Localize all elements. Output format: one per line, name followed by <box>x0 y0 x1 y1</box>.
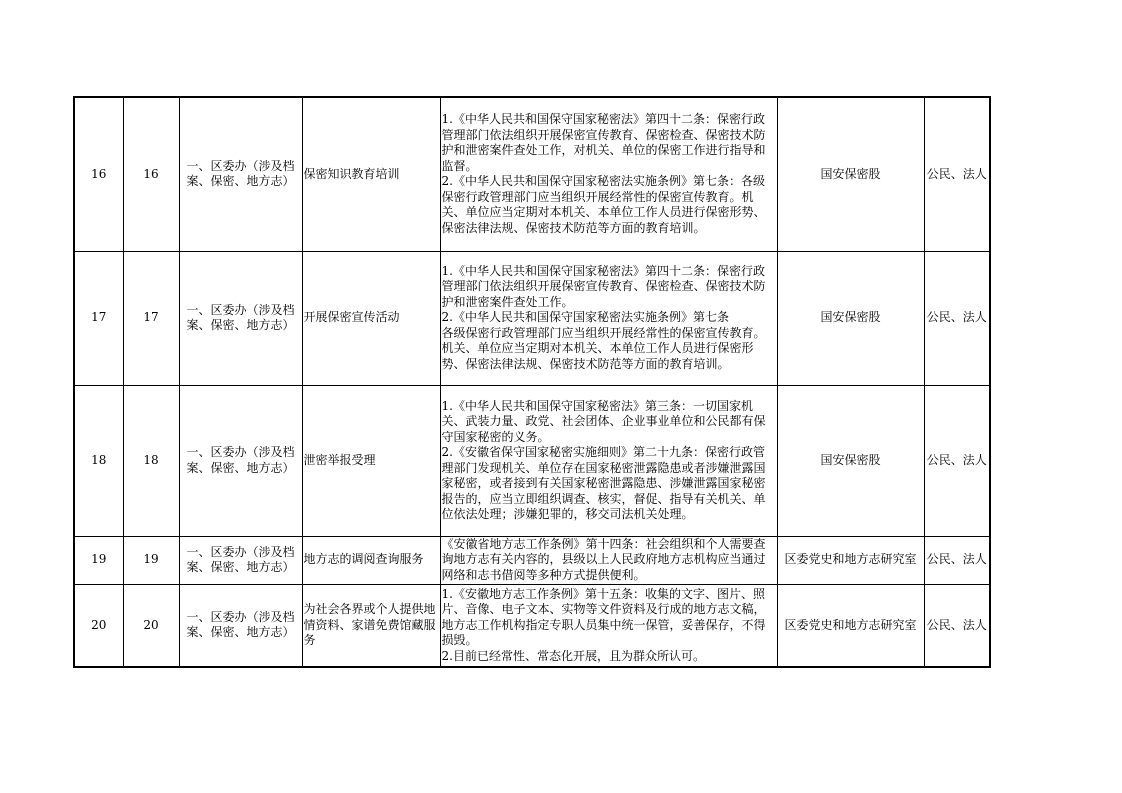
service-list-table <box>73 96 991 668</box>
service-target-cell: 公民、法人 <box>924 385 990 536</box>
legal-basis-paragraph: 1.《中华人民共和国保守国家秘密法》第四十二条：保密行政管理部门依法组织开展保密宣传教育、保密检查、保密技术防护和泄密案件查处工作。 <box>441 263 766 309</box>
service-target-cell: 公民、法人 <box>924 97 990 251</box>
category-cell: 一、区委办（涉及档案、保密、地方志） <box>179 536 302 584</box>
service-target-cell: 公民、法人 <box>924 536 990 584</box>
legal-basis-paragraph: 1.《中华人民共和国保守国家秘密法》第三条：一切国家机关、武装力量、政党、社会团体、企业事业单位和公民都有保守国家秘密的义务。 <box>441 398 766 444</box>
legal-basis-paragraph: 2.《安徽省保守国家秘密实施细则》第二十九条：保密行政管理部门发现机关、单位存在国家秘密泄露隐患或者涉嫌泄露国家秘密，或者接到有关国家秘密泄露隐患、涉嫌泄露国家秘密报告的，应当立即组织调查、核实，督促、指导有关机关、单位依法处理；涉嫌犯罪的，移交司法机关处理。 <box>441 445 766 521</box>
row-number-cell: 16 <box>74 97 123 251</box>
table-row <box>74 97 990 251</box>
legal-basis-cell <box>440 584 777 667</box>
service-name-cell: 保密知识教育培训 <box>302 97 440 251</box>
legal-basis-paragraph: 1.《中华人民共和国保守国家秘密法》第四十二条：保密行政管理部门依法组织开展保密宣传教育、保密检查、保密技术防护和泄密案件查处工作，对机关、单位的保密工作进行指导和监督。 <box>441 112 766 173</box>
row-number-cell: 18 <box>74 385 123 536</box>
category-cell: 一、区委办（涉及档案、保密、地方志） <box>179 97 302 251</box>
department-cell: 国安保密股 <box>777 97 924 251</box>
table-row <box>74 385 990 536</box>
category-cell: 一、区委办（涉及档案、保密、地方志） <box>179 385 302 536</box>
department-cell: 国安保密股 <box>777 385 924 536</box>
legal-basis-paragraph: 2.目前已经常性、常态化开展，且为群众所认可。 <box>441 648 705 663</box>
table-row <box>74 584 990 667</box>
service-name-cell: 地方志的调阅查询服务 <box>302 536 440 584</box>
table-row <box>74 536 990 584</box>
service-name-cell: 泄密举报受理 <box>302 385 440 536</box>
department-cell: 国安保密股 <box>777 251 924 385</box>
row-sequence-cell: 17 <box>123 251 179 385</box>
service-name-cell: 为社会各界或个人提供地情资料、家谱免费馆藏服务 <box>302 584 440 667</box>
legal-basis-cell <box>440 536 777 584</box>
row-number-cell: 19 <box>74 536 123 584</box>
legal-basis-paragraph: 《安徽省地方志工作条例》第十四条：社会组织和个人需要查询地方志有关内容的，县级以上人民政府地方志机构应当通过网络和志书借阅等多种方式提供便利。 <box>441 536 766 582</box>
row-number-cell: 17 <box>74 251 123 385</box>
department-cell: 区委党史和地方志研究室 <box>777 584 924 667</box>
category-cell: 一、区委办（涉及档案、保密、地方志） <box>179 251 302 385</box>
legal-basis-cell <box>440 251 777 385</box>
service-target-cell: 公民、法人 <box>924 251 990 385</box>
table-row <box>74 251 990 385</box>
service-name-cell: 开展保密宣传活动 <box>302 251 440 385</box>
legal-basis-paragraph: 2.《中华人民共和国保守国家秘密法实施条例》第七条：各级保密行政管理部门应当组织开展经常性的保密宣传教育。机关、单位应当定期对本机关、本单位工作人员进行保密形势、保密法律法规、保密技术防范等方面的教育培训。 <box>441 174 766 235</box>
row-sequence-cell: 20 <box>123 584 179 667</box>
category-cell: 一、区委办（涉及档案、保密、地方志） <box>179 584 302 667</box>
row-sequence-cell: 19 <box>123 536 179 584</box>
row-sequence-cell: 16 <box>123 97 179 251</box>
row-number-cell: 20 <box>74 584 123 667</box>
table-body <box>74 97 990 667</box>
legal-basis-paragraph: 各级保密行政管理部门应当组织开展经常性的保密宣传教育。机关、单位应当定期对本机关、本单位工作人员进行保密形势、保密法律法规、保密技术防范等方面的教育培训。 <box>441 325 766 371</box>
legal-basis-paragraph: 1.《安徽地方志工作条例》第十五条：收集的文字、图片、照片、音像、电子文本、实物等文件资料及行成的地方志文稿，地方志工作机构指定专职人员集中统一保管，妥善保存，不得损毁。 <box>441 586 766 647</box>
legal-basis-cell <box>440 385 777 536</box>
service-target-cell: 公民、法人 <box>924 584 990 667</box>
row-sequence-cell: 18 <box>123 385 179 536</box>
department-cell: 区委党史和地方志研究室 <box>777 536 924 584</box>
legal-basis-cell <box>440 97 777 251</box>
legal-basis-paragraph: 2.《中华人民共和国保守国家秘密法实施条例》第七条 <box>441 310 729 325</box>
